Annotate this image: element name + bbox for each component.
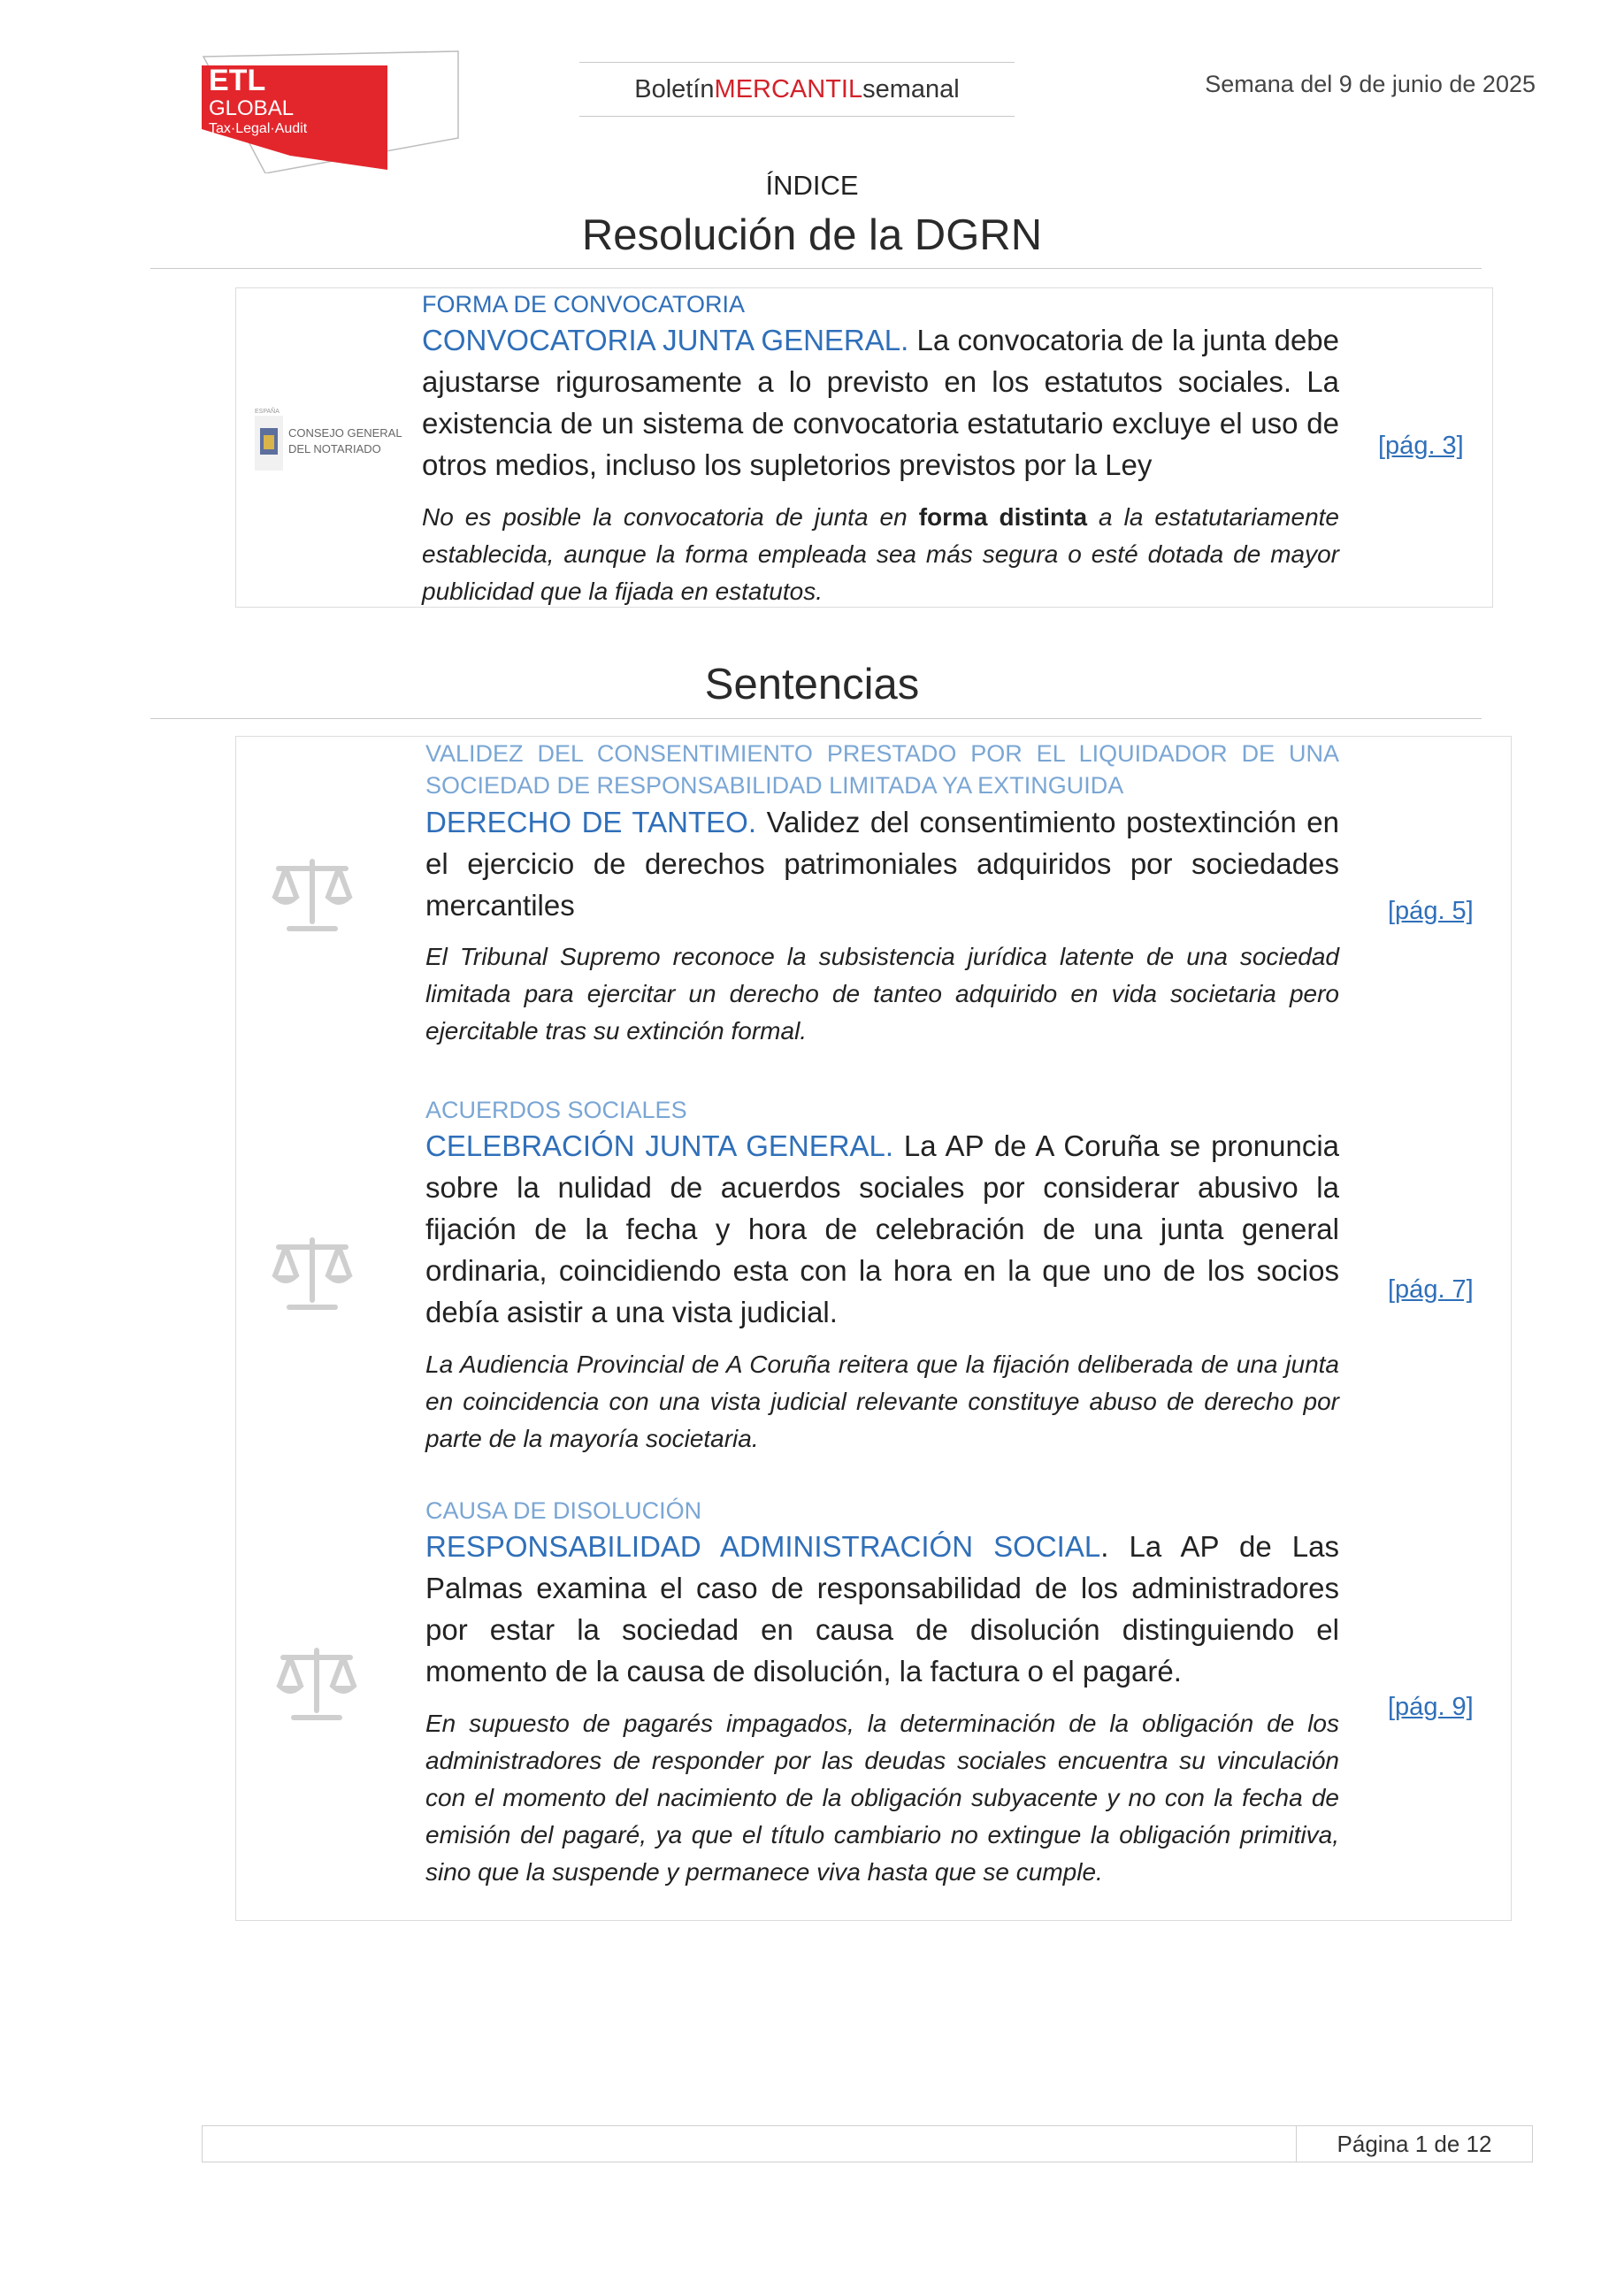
section-title-dgrn: Resolución de la DGRN	[581, 211, 1043, 259]
notary-council-logo	[253, 405, 403, 485]
entry-headline-text: La convocatoria de la junta debe ajustarse rigurosamente a lo previsto en los estatutos sociales. La existencia de un sistema de convocatoria estatutario excluye el uso de otros medios, incluso los supletorios previstos por la Ley	[422, 324, 1340, 482]
page-ref-link[interactable]: [pág. 3]	[1378, 432, 1464, 460]
section-divider	[150, 268, 1482, 269]
week-date: Semana del 9 de junio de 2025	[1205, 71, 1536, 97]
notary-logo-line0: ESPAÑA	[255, 409, 280, 415]
section-divider	[150, 718, 1482, 719]
logo-brand-line1: ETL	[209, 64, 266, 97]
dgrn-entry	[422, 288, 1339, 610]
bulletin-suffix: semanal	[862, 74, 960, 103]
etl-global-logo	[202, 50, 467, 173]
entry-category: CAUSA DE DISOLUCIÓN	[425, 1497, 702, 1524]
bulletin-prefix: Boletín	[634, 74, 715, 103]
bulletin-accent: MERCANTIL	[714, 74, 863, 103]
entry-summary-before: No es posible la convocatoria de junta en	[422, 502, 919, 531]
notary-logo-line1: CONSEJO GENERAL	[288, 426, 402, 440]
entry-headline-highlight: RESPONSABILIDAD ADMINISTRACIÓN SOCIAL	[425, 1530, 1101, 1564]
page-number: Página 1 de 12	[1337, 2130, 1492, 2157]
scales-of-justice-icon	[274, 1647, 359, 1725]
sentencia-entry-3	[425, 1495, 1339, 1891]
entry-headline	[425, 1126, 1339, 1333]
entry-summary: El Tribunal Supremo reconoce la subsistencia jurídica latente de una sociedad limitada para ejercitar un derecho de tanteo adquirido en vida societaria pero ejercitable tras su extinción formal.	[425, 943, 1339, 1045]
entry-headline-text: . La AP de Las Palmas examina el caso de responsabilidad de los administradores por estar la sociedad en causa de disolución distinguiendo el momento de la causa de disolución, la factura o el pagaré.	[425, 1530, 1339, 1688]
entry-headline	[425, 802, 1339, 927]
entry-summary	[422, 499, 1339, 610]
sentencia-entry-1	[425, 738, 1339, 1050]
index-label: ÍNDICE	[765, 170, 859, 201]
entry-headline-text: Validez del consentimiento postextinción en el ejercicio de derechos patrimoniales adquiridos por sociedades mercantiles	[425, 805, 1339, 922]
logo-tagline: Tax·Legal·Audit	[209, 121, 308, 136]
entry-category: VALIDEZ DEL CONSENTIMIENTO PRESTADO POR EL LIQUIDADOR DE UNA SOCIEDAD DE RESPONSABILIDAD LIMITADA YA EXTINGUIDA	[425, 740, 1339, 800]
entry-headline-highlight: CONVOCATORIA JUNTA GENERAL.	[422, 324, 909, 357]
page-ref-link[interactable]: [pág. 5]	[1388, 897, 1474, 925]
entry-headline-text: La AP de A Coruña se pronuncia sobre la nulidad de acuerdos sociales por considerar abusivo la fijación de la fecha y hora de celebración de una junta general ordinaria, coincidiendo esta con la hora en la que uno de los socios debía asistir a una vista judicial.	[425, 1129, 1340, 1328]
sentencia-entry-2	[425, 1094, 1339, 1458]
scales-of-justice-icon	[270, 858, 355, 936]
entry-headline-highlight: DERECHO DE TANTEO.	[425, 805, 756, 838]
entry-headline	[425, 1527, 1339, 1692]
entry-headline-highlight: CELEBRACIÓN JUNTA GENERAL.	[425, 1129, 894, 1163]
section-title-sentencias: Sentencias	[704, 661, 920, 708]
page-ref-link[interactable]: [pág. 9]	[1388, 1693, 1474, 1721]
notary-logo-line2: DEL NOTARIADO	[288, 442, 381, 455]
scales-of-justice-icon	[270, 1236, 355, 1314]
bulletin-title	[579, 62, 1015, 117]
entry-headline	[422, 320, 1339, 486]
page-ref-link[interactable]: [pág. 7]	[1388, 1275, 1474, 1304]
entry-category: FORMA DE CONVOCATORIA	[422, 291, 746, 318]
entry-summary-strong: forma distinta	[918, 502, 1088, 531]
entry-category: ACUERDOS SOCIALES	[425, 1097, 687, 1123]
entry-summary: En supuesto de pagarés impagados, la determinación de la obligación de los administradores de responder por las deudas sociales encuentra su vinculación con el momento del nacimiento de la obligación subyacente y no con la fecha de emisión del pagaré, ya que el título cambiario no extingue la obligación primitiva, sino que la suspende y permanece viva hasta que se cumple.	[425, 1709, 1339, 1886]
entry-summary: La Audiencia Provincial de A Coruña reitera que la fijación deliberada de una junta en coincidencia con una vista judicial relevante constituye abuso de derecho por parte de la mayoría societaria.	[425, 1350, 1339, 1452]
logo-brand-line2: GLOBAL	[209, 96, 295, 120]
entry-summary-after: a la estatutariamente establecida, aunque la forma empleada sea más segura o esté dotada de mayor publicidad que la fijada en estatutos.	[422, 502, 1339, 605]
